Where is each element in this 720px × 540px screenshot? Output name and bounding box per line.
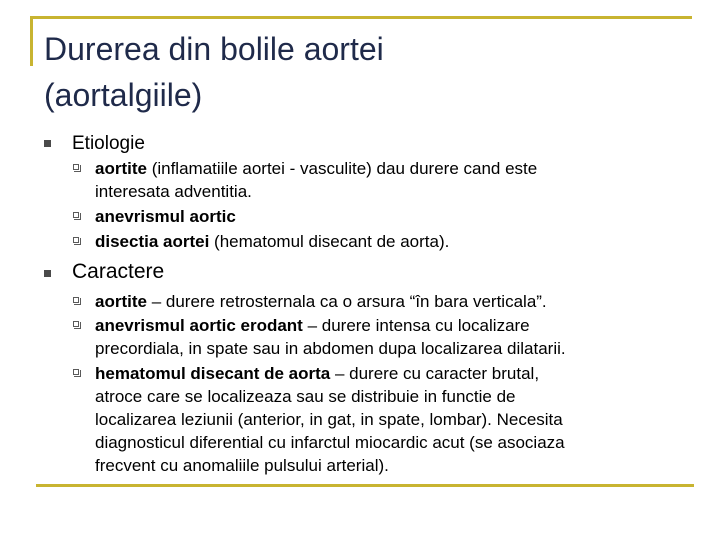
text-line: interesata adventitia. xyxy=(95,182,252,201)
slide-title xyxy=(44,26,684,118)
term: aortite xyxy=(95,292,147,311)
subbullet-aortite xyxy=(73,157,673,203)
bullet-caractere xyxy=(44,259,164,285)
title-line-2: (aortalgiile) xyxy=(44,77,203,113)
text-line: (hematomul disecant de aorta). xyxy=(209,232,450,251)
frame-bottom-rule xyxy=(36,484,694,487)
frame-top-rule xyxy=(30,16,692,19)
bullet-etiologie xyxy=(44,133,145,155)
heading-etiologie: Etiologie xyxy=(72,133,145,154)
subbullet-text xyxy=(95,314,566,360)
title-line-1: Durerea din bolile aortei xyxy=(44,31,384,67)
hollow-square-icon xyxy=(73,297,79,303)
subbullet-hematom xyxy=(73,362,673,477)
bullet-square-icon xyxy=(44,140,51,147)
hollow-square-icon xyxy=(73,237,79,243)
subbullet-aortite-caracter xyxy=(73,290,673,313)
heading-caractere: Caractere xyxy=(72,260,165,283)
subbullet-disectia xyxy=(73,230,673,253)
subbullet-text xyxy=(95,205,236,228)
text-line: – durere cu caracter brutal, xyxy=(330,364,540,383)
subbullet-text xyxy=(95,157,537,203)
frame-left-rule xyxy=(30,16,33,66)
text-line: precordiala, in spate sau in abdomen dupa localizarea dilatarii. xyxy=(95,339,566,358)
hollow-square-icon xyxy=(73,212,79,218)
term: anevrismul aortic xyxy=(95,207,236,226)
hollow-square-icon xyxy=(73,369,79,375)
text-line: atroce care se localizeaza sau se distribuie in functie de xyxy=(95,387,516,406)
subbullet-text xyxy=(95,230,449,253)
hollow-square-icon xyxy=(73,164,79,170)
bullet-square-icon xyxy=(44,270,51,277)
text-line: (inflamatiile aortei - vasculite) dau durere cand este xyxy=(146,159,538,178)
text-line: diagnosticul diferential cu infarctul miocardic acut (se asociaza xyxy=(95,433,565,452)
term: hematomul disecant de aorta xyxy=(95,364,331,383)
term: disectia aortei xyxy=(95,232,210,251)
text-line: – durere intensa cu localizare xyxy=(302,316,530,335)
subbullet-text xyxy=(95,362,565,477)
text-line: localizarea leziunii (anterior, in gat, in spate, lombar). Necesita xyxy=(95,410,563,429)
subbullet-anevrism xyxy=(73,205,673,228)
term: aortite xyxy=(95,159,147,178)
text-line: frecvent cu anomaliile pulsului arterial). xyxy=(95,456,389,475)
subbullet-anevrism-erodant xyxy=(73,314,673,360)
subbullet-text xyxy=(95,290,547,313)
hollow-square-icon xyxy=(73,321,79,327)
text-line: – durere retrosternala ca o arsura “în bara verticala”. xyxy=(146,292,547,311)
term: anevrismul aortic erodant xyxy=(95,316,303,335)
